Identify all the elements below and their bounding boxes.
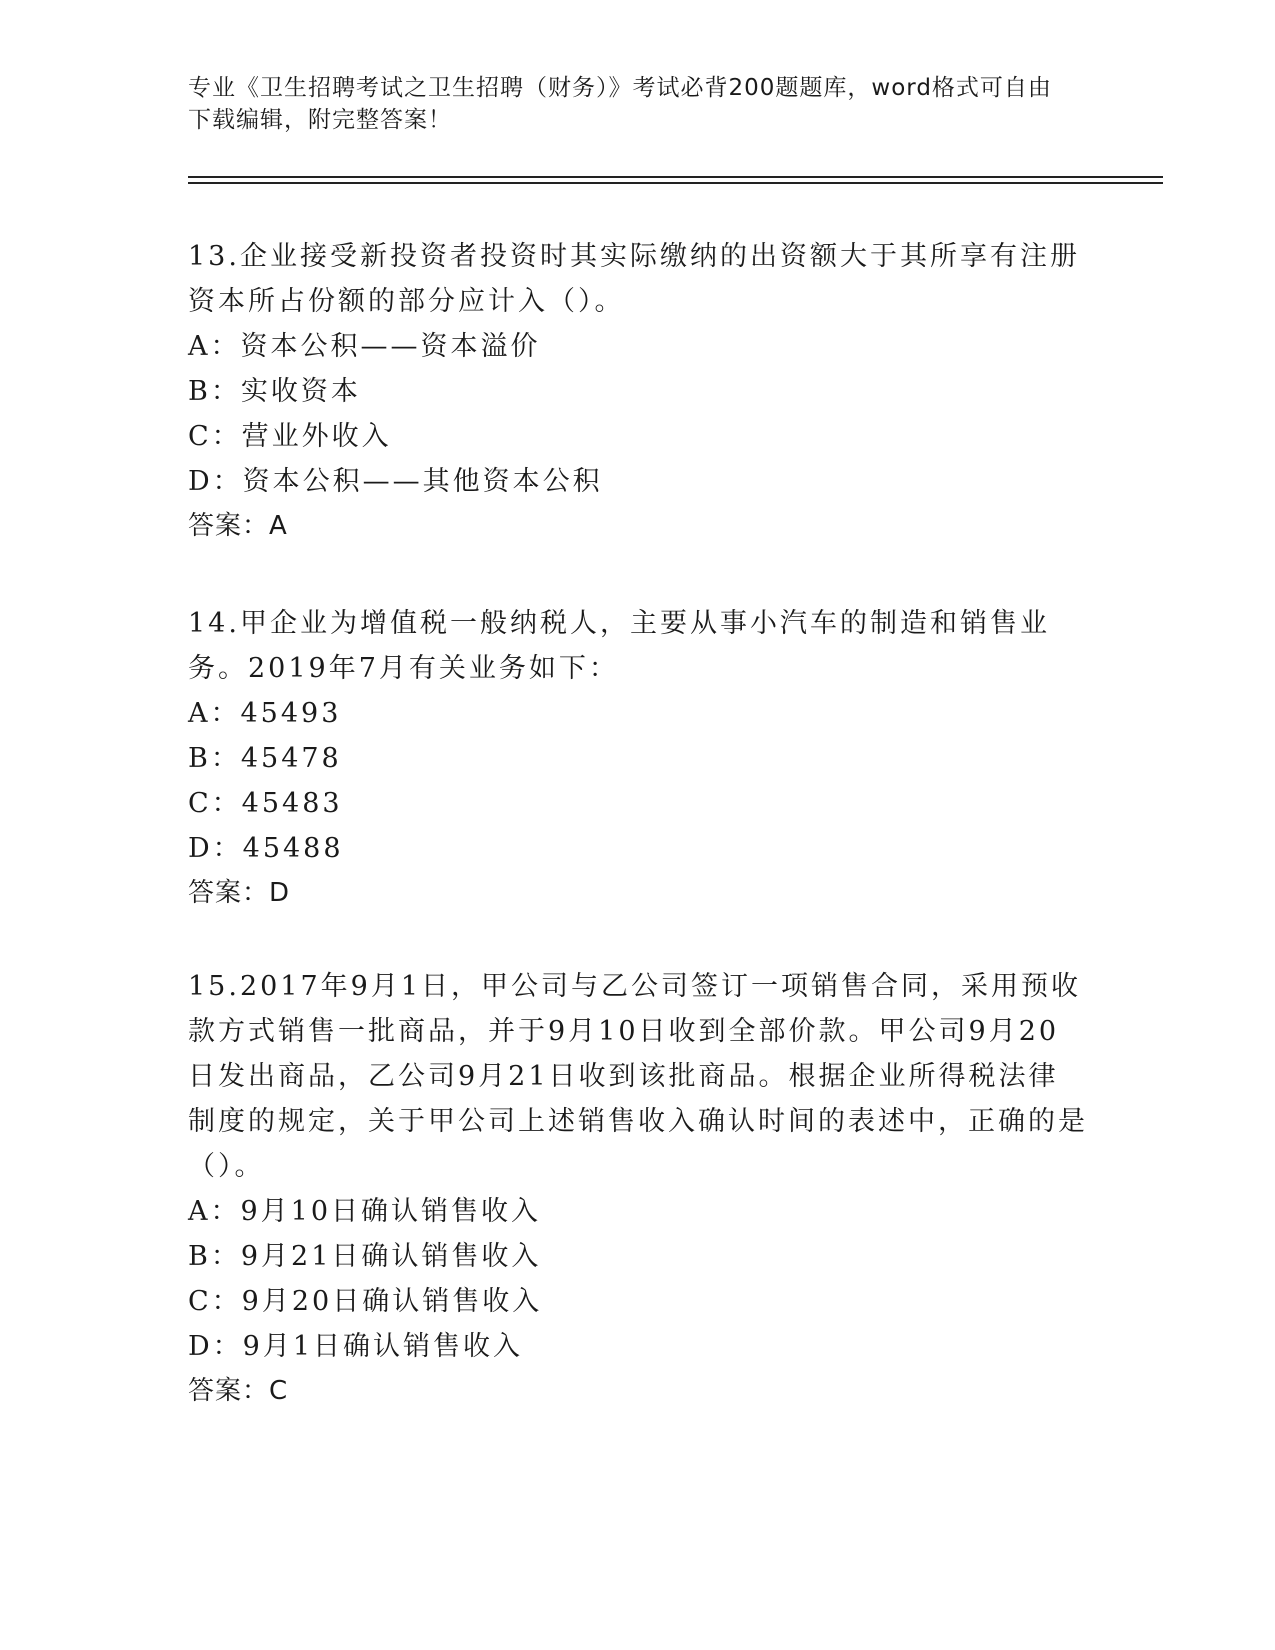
option-d: D：资本公积——其他资本公积 <box>188 466 603 497</box>
question-stem: 15.2017年9月1日，甲公司与乙公司签订一项销售合同，采用预收款方式销售一批商品，并于9月10日收到全部价款。甲公司9月20日发出商品，乙公司9月21日收到该批商品。根据企业所得税法律制度的规定，关于甲公司上述销售收入确认时间的表述中，正确的是（）。 <box>188 971 1088 1182</box>
question-stem: 13.企业接受新投资者投资时其实际缴纳的出资额大于其所享有注册资本所占份额的部分应计入（）。 <box>188 241 1080 317</box>
option-a: A：9月10日确认销售收入 <box>188 1196 542 1227</box>
header-divider-bottom <box>188 182 1163 184</box>
question-13 <box>188 234 1088 549</box>
option-a: A：资本公积——资本溢价 <box>188 331 541 362</box>
option-d: D：45488 <box>188 833 344 864</box>
question-14 <box>188 601 1088 916</box>
option-b: B：45478 <box>188 743 342 774</box>
option-b: B：9月21日确认销售收入 <box>188 1241 542 1272</box>
option-b: B：实收资本 <box>188 376 361 407</box>
answer: 答案：D <box>188 878 291 908</box>
document-header: 专业《卫生招聘考试之卫生招聘（财务）》考试必背200题题库，word格式可自由下载编辑，附完整答案！ <box>188 75 1052 133</box>
header-divider-top <box>188 176 1163 178</box>
option-d: D：9月1日确认销售收入 <box>188 1331 524 1362</box>
question-stem: 14.甲企业为增值税一般纳税人，主要从事小汽车的制造和销售业务。2019年7月有关业务如下： <box>188 608 1050 684</box>
option-c: C：9月20日确认销售收入 <box>188 1286 543 1317</box>
answer: 答案：C <box>188 1376 289 1406</box>
answer: 答案：A <box>188 511 288 541</box>
option-c: C：营业外收入 <box>188 421 392 452</box>
option-a: A：45493 <box>188 698 342 729</box>
question-15 <box>188 964 1088 1414</box>
option-c: C：45483 <box>188 788 343 819</box>
